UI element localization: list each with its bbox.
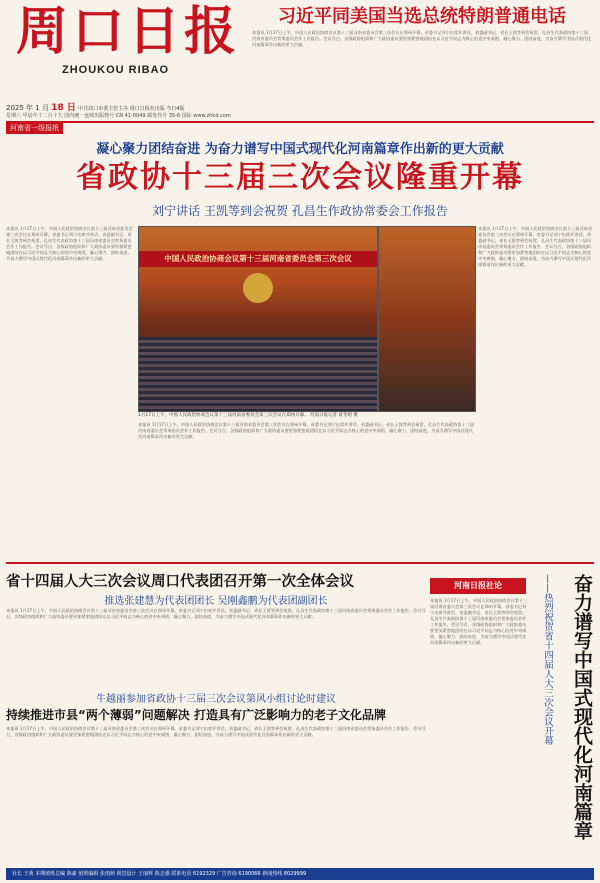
story3-kicker: 牛越丽参加省政协十三届三次会议第风小组讨论时建议 (96, 694, 336, 705)
newspaper-pinyin: ZHOUKOU RIBAO (62, 64, 170, 76)
date-weekday: 星期六 (6, 113, 22, 119)
date-year: 2025 年 (6, 104, 34, 112)
lead-body-center: 本报讯 1月17日上午，中国人民政治协商会议第十三届河南省委员会第三次会议在郑州开幕。省委书记刘宁出席并讲话。省委副书记、省长王凯等到会祝贺。孔昌生代表政协第十三届河南省委员会常务委员会作工作报告。会议号召，各级政协组织和广大政协委员要更加紧密地团结在以习近平同志为核心的党中央周围，凝心聚力、团结奋进，为奋力谱写中国式现代化河南篇章作出新的更大贡献。 (138, 422, 474, 439)
commentary-headline: 奋力谱写中国式现代化河南篇章 (571, 574, 593, 840)
tag-bar (6, 121, 594, 133)
story2-body: 本报讯 1月17日上午，中国人民政治协商会议第十三届河南省委员会第三次会议在郑州开幕。省委书记刘宁出席并讲话。省委副书记、省长王凯等到会祝贺。孔昌生代表政协第十三届河南省委员会常务委员会作工作报告。会议号召，各级政协组织和广大政协委员要更加紧密地团结在以习近平同志为核心的党中央周围，凝心聚力、团结奋进，为奋力谱写中国式现代化河南篇章作出新的更大贡献。 (6, 608, 426, 619)
lead-body-left: 本报讯 1月17日上午，中国人民政治协商会议第十三届河南省委员会第三次会议在郑州开幕。省委书记刘宁出席并讲话。省委副书记、省长王凯等到会祝贺。孔昌生代表政协第十三届河南省委员会常务委员会作工作报告。会议号召，各级政协组织和广大政协委员要更加紧密地团结在以习近平同志为核心的党中央周围，凝心聚力、团结奋进，为奋力谱写中国式现代化河南篇章作出新的更大贡献。 (6, 226, 133, 261)
top-story-body: 本报讯 1月17日上午，中国人民政治协商会议第十三届河南省委员会第三次会议在郑州开幕。省委书记刘宁出席并讲话。省委副书记、省长王凯等到会祝贺。孔昌生代表政协第十三届河南省委员会常务委员会作工作报告。会议号召，各级政协组织和广大政协委员要更加紧密地团结在以习近平同志为核心的党中央周围，凝心聚力、团结奋进，为奋力谱写中国式现代化河南篇章作出新的更大贡献。 (252, 30, 592, 47)
footer-bar: 社长 王萌 本期值班总编 陈豪 值班编辑 张雨萌 视觉设计 王丽辉 陈志强 联系电话 6192329 广告咨询 6190066 新闻热线 8029999 (6, 868, 594, 880)
issue-line (6, 112, 246, 120)
commentary-tag: 河南日报社论 (430, 578, 526, 594)
story2-subhead: 推选张建慧为代表团团长 吴刚鑫鹏为代表团副团长 (104, 596, 328, 607)
national-emblem-icon (243, 273, 273, 303)
story3-body: 本报讯 1月17日上午，中国人民政治协商会议第十三届河南省委员会第三次会议在郑州开幕。省委书记刘宁出席并讲话。省委副书记、省长王凯等到会祝贺。孔昌生代表政协第十三届河南省委员会常务委员会作工作报告。会议号召，各级政协组织和广大政协委员要更加紧密地团结在以习近平同志为核心的党中央周围，凝心聚力、团结奋进，为奋力谱写中国式现代化河南篇章作出新的更大贡献。 (6, 726, 426, 737)
story3-headline: 持续推进市县“两个薄弱”问题解决 打造具有广泛影响力的老子文化品牌 (6, 708, 386, 722)
date-month: 1 月 (35, 104, 49, 112)
lead-photo (138, 226, 378, 412)
date-day: 18 日 (51, 103, 76, 113)
section-divider (6, 562, 594, 564)
lead-kicker: 凝心聚力团结奋进 为奋力谱写中国式现代化河南篇章作出新的更大贡献 (96, 142, 504, 157)
commentary-subhead: ——热烈祝贺省十四届人大三次会议开幕 (542, 574, 553, 745)
lead-subhead: 刘宁讲话 王凯等到会祝贺 孔昌生作政协常委会工作报告 (152, 204, 448, 218)
photo-credit: 河南日报记者 聂冬晗 摄 (310, 413, 358, 418)
photo-audience (139, 337, 377, 411)
secondary-photo (378, 226, 476, 412)
photo-caption (138, 412, 474, 418)
issue-number: 国内统一连续出版物号 CN 41-0049 邮发代号 35-6 国际 www.zhkd.com (64, 113, 231, 119)
lead-body-right: 本报讯 1月17日上午，中国人民政治协商会议第十三届河南省委员会第三次会议在郑州开幕。省委书记刘宁出席并讲话。省委副书记、省长王凯等到会祝贺。孔昌生代表政协第十三届河南省委员会常务委员会作工作报告。会议号召，各级政协组织和广大政协委员要更加紧密地团结在以习近平同志为核心的党中央周围，凝心聚力、团结奋进，为奋力谱写中国式现代化河南篇章作出新的更大贡献。 (478, 226, 593, 267)
dateline (6, 100, 246, 113)
lead-headline: 省政协十三届三次会议隆重开幕 (76, 160, 524, 195)
commentary-body: 本报讯 1月17日上午，中国人民政治协商会议第十三届河南省委员会第三次会议在郑州开幕。省委书记刘宁出席并讲话。省委副书记、省长王凯等到会祝贺。孔昌生代表政协第十三届河南省委员会常务委员会作工作报告。会议号召，各级政协组织和广大政协委员要更加紧密地团结在以习近平同志为核心的党中央周围，凝心聚力、团结奋进，为奋力谱写中国式现代化河南篇章作出新的更大贡献。 (430, 598, 528, 645)
publisher-line: 中共周口市委主管主办 周口日报社出版 今日4版 (78, 106, 185, 112)
photo-caption-text: 1月17日上午，中国人民政治协商会议第十三届河南省委员会第三次会议在郑州开幕。 (138, 413, 309, 418)
date-lunar: 甲辰年十二月十九 (22, 113, 63, 119)
top-story-headline: 习近平同美国当选总统特朗普通电话 (278, 6, 566, 27)
story2-headline: 省十四届人大三次会议周口代表团召开第一次全体会议 (6, 574, 354, 590)
newspaper-logo: 周口日报 (16, 1, 241, 62)
photo-banner: 中国人民政治协商会议第十三届河南省委员会第三次会议 (139, 251, 377, 267)
level-tag: 河南省一级报纸 (6, 122, 63, 134)
